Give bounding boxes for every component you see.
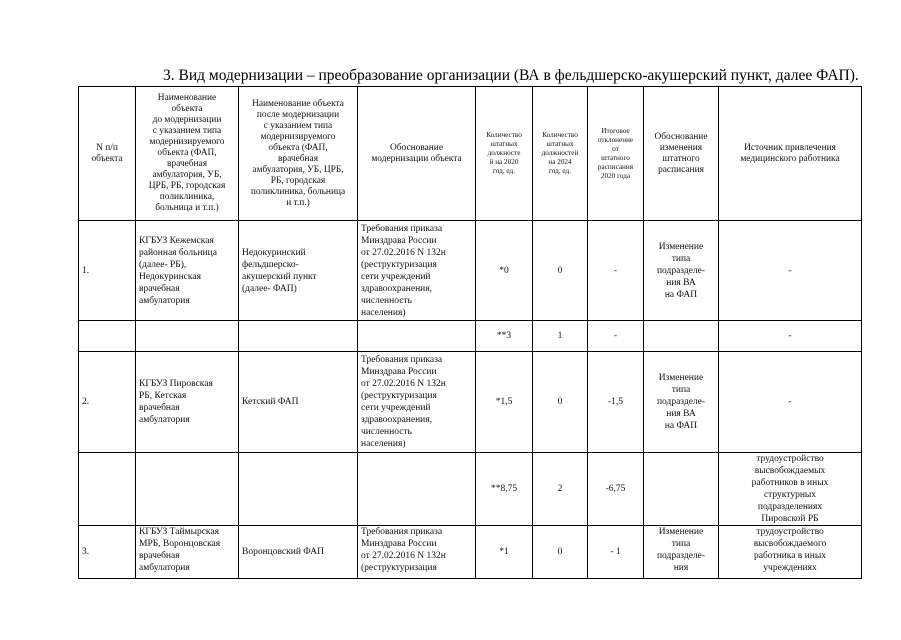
cell-object-before: КГБУЗ Кежемская районная больница (далее- РБ), Недокуринская врачебная амбулатория bbox=[136, 221, 239, 321]
header-schedule-justification: Обоснование изменения штатного расписания bbox=[644, 87, 719, 221]
table-row bbox=[79, 352, 862, 453]
cell-source: трудоустройство высвобождаемого работника в иных учреждениях bbox=[719, 526, 862, 579]
cell-object-after: Кетский ФАП bbox=[239, 352, 358, 453]
cell-object-after: Воронцовский ФАП bbox=[239, 526, 358, 579]
cell-justification: Требования приказа Минздрава России от 27.02.2016 N 132н (реструктуризация bbox=[358, 526, 476, 579]
cell-deviation: -1,5 bbox=[588, 352, 644, 453]
cell-staff-2020: **3 bbox=[476, 321, 533, 352]
header-num: N п/п объекта bbox=[79, 87, 136, 221]
table-row bbox=[79, 526, 862, 579]
cell-source: - bbox=[719, 352, 862, 453]
header-row bbox=[79, 87, 862, 221]
header-justification: Обоснование модернизации объекта bbox=[358, 87, 476, 221]
header-source: Источник привлечения медицинского работника bbox=[719, 87, 862, 221]
cell-staff-2024: 0 bbox=[533, 352, 588, 453]
cell-staff-2020: **8,75 bbox=[476, 453, 533, 526]
cell-num bbox=[79, 321, 136, 352]
cell-staff-2020: *1 bbox=[476, 526, 533, 579]
cell-object-before bbox=[136, 453, 239, 526]
cell-staff-2024: 1 bbox=[533, 321, 588, 352]
cell-deviation: -6,75 bbox=[588, 453, 644, 526]
cell-source: - bbox=[719, 221, 862, 321]
cell-deviation: - bbox=[588, 221, 644, 321]
cell-num: 3. bbox=[79, 526, 136, 579]
header-object-after: Наименование объекта после модернизации с указанием типа модернизируемого объекта (ФАП, врачебная амбулатория, УБ, ЦРБ, РБ, городская поликлиника, больница и т.п.) bbox=[239, 87, 358, 221]
header-staff-2024: Количество штатных должностей на 2024 год, ед. bbox=[533, 87, 588, 221]
cell-schedule-justification bbox=[644, 321, 719, 352]
cell-num: 2. bbox=[79, 352, 136, 453]
cell-staff-2024: 0 bbox=[533, 526, 588, 579]
cell-staff-2020: *0 bbox=[476, 221, 533, 321]
cell-object-before: КГБУЗ Пировская РБ, Кетская врачебная амбулатория bbox=[136, 352, 239, 453]
cell-schedule-justification bbox=[644, 453, 719, 526]
cell-justification bbox=[358, 321, 476, 352]
cell-object-before bbox=[136, 321, 239, 352]
cell-justification: Требования приказа Минздрава России от 27.02.2016 N 132н (реструктуризация сети учреждений здравоохранения, численность населения) bbox=[358, 352, 476, 453]
cell-schedule-justification: Изменение типа подразделе- ния bbox=[644, 526, 719, 579]
cell-justification: Требования приказа Минздрава России от 27.02.2016 N 132н (реструктуризация сети учреждений здравоохранения, численность населения) bbox=[358, 221, 476, 321]
cell-source: - bbox=[719, 321, 862, 352]
modernization-table bbox=[78, 86, 862, 579]
cell-justification bbox=[358, 453, 476, 526]
cell-staff-2024: 0 bbox=[533, 221, 588, 321]
header-staff-2020: Количество штатных должносте й на 2020 год, ед. bbox=[476, 87, 533, 221]
cell-schedule-justification: Изменение типа подразделе- ния ВА на ФАП bbox=[644, 221, 719, 321]
table-row bbox=[79, 321, 862, 352]
cell-staff-2020: *1,5 bbox=[476, 352, 533, 453]
table-row bbox=[79, 453, 862, 526]
cell-num bbox=[79, 453, 136, 526]
cell-object-after bbox=[239, 321, 358, 352]
header-deviation: Итоговое отклонение от штатного расписания 2020 года bbox=[588, 87, 644, 221]
cell-schedule-justification: Изменение типа подразделе- ния ВА на ФАП bbox=[644, 352, 719, 453]
table-row bbox=[79, 221, 862, 321]
cell-staff-2024: 2 bbox=[533, 453, 588, 526]
header-object-before: Наименование объекта до модернизации с указанием типа модернизируемого объекта (ФАП, врачебная амбулатория, УБ, ЦРБ, РБ, городская поликлиника, больница и т.п.) bbox=[136, 87, 239, 221]
cell-deviation: - bbox=[588, 321, 644, 352]
cell-object-after: Недокуринский фельдшерско- акушерский пункт (далее- ФАП) bbox=[239, 221, 358, 321]
cell-object-after bbox=[239, 453, 358, 526]
cell-source: трудоустройство высвобождаемых работников в иных структурных подразделениях Пировской РБ bbox=[719, 453, 862, 526]
cell-deviation: - 1 bbox=[588, 526, 644, 579]
section-heading: 3. Вид модернизации – преобразование организации (ВА в фельдшерско-акушерский пункт, далее ФАП). bbox=[163, 67, 859, 84]
cell-object-before: КГБУЗ Таймырская МРБ, Воронцовская врачебная амбулатория bbox=[136, 526, 239, 579]
cell-num: 1. bbox=[79, 221, 136, 321]
